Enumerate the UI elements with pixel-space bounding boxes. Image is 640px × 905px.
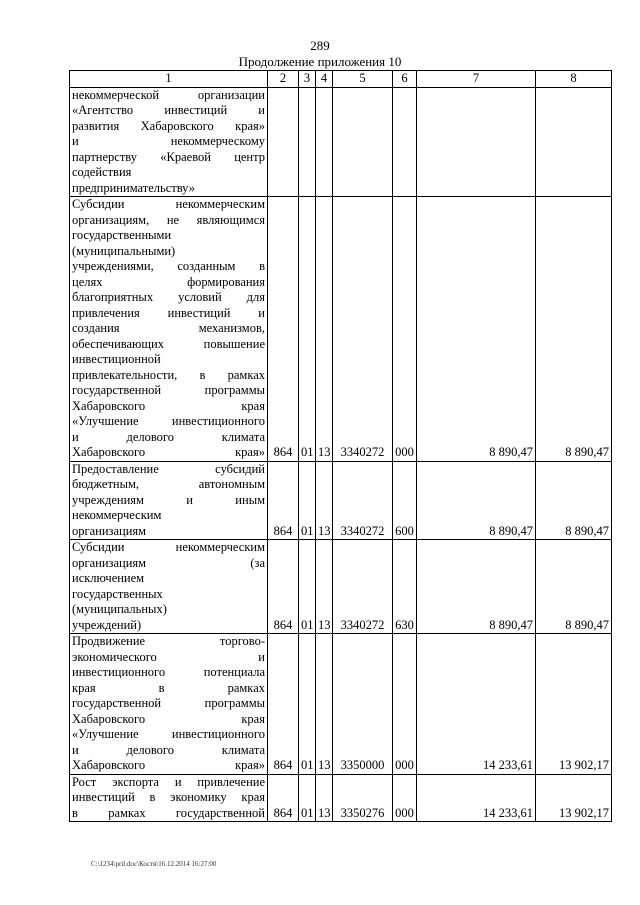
target-article-cell: 3340272 xyxy=(333,540,393,634)
amount-col7-cell: 14 233,61 xyxy=(417,634,536,775)
header-row xyxy=(70,71,612,88)
target-article-cell: 3340272 xyxy=(333,197,393,462)
table-row xyxy=(70,634,612,775)
continuation-title: Продолжение приложения 10 xyxy=(238,54,402,69)
row-name-line: обеспечивающих повышение xyxy=(72,336,265,351)
row-name-line: Хабаровского края xyxy=(72,711,265,726)
row-name-line: учреждениям и иным xyxy=(72,492,265,507)
expense-type-cell: 000 xyxy=(393,634,417,775)
row-name-line: инвестиционного потенциала xyxy=(72,665,265,679)
row-name-line: (муниципальных) xyxy=(72,602,167,616)
row-name-line: экономического и xyxy=(72,649,265,664)
row-name-line: и некоммерческому xyxy=(72,134,265,148)
table-row xyxy=(70,774,612,822)
column-header: 6 xyxy=(393,71,417,88)
table-row xyxy=(70,540,612,634)
row-name-line: Продвижение торгово- xyxy=(72,634,265,648)
column-header: 8 xyxy=(536,71,612,88)
row-name-line: Субсидии некоммерческим xyxy=(72,197,265,211)
row-name-cell xyxy=(70,634,268,775)
row-name-cell xyxy=(70,197,268,462)
table-row xyxy=(70,461,612,540)
table-row xyxy=(70,197,612,462)
ministry-code-cell xyxy=(268,87,299,197)
page-number: 289 xyxy=(310,38,330,53)
table-row xyxy=(70,87,612,197)
expense-type-cell: 600 xyxy=(393,461,417,540)
row-name-line: некоммерческим xyxy=(72,508,162,522)
row-name-line: инвестиций в экономику края xyxy=(72,790,265,804)
row-name-cell xyxy=(70,540,268,634)
subsection-code-cell: 13 xyxy=(316,540,333,634)
row-name-line: Рост экспорта и привлечение xyxy=(72,774,265,789)
column-header: 3 xyxy=(299,71,316,88)
target-article-cell: 3340272 xyxy=(333,461,393,540)
row-name-line: исключением xyxy=(72,571,145,585)
ministry-code-cell: 864 xyxy=(268,461,299,540)
row-name-line: Хабаровского края xyxy=(72,398,265,413)
column-header: 1 xyxy=(70,71,268,88)
section-code-cell xyxy=(299,87,316,197)
row-name-cell xyxy=(70,87,268,197)
row-name-line: в рамках государственной xyxy=(72,805,265,820)
target-article-cell: 3350276 xyxy=(333,774,393,822)
file-path-footer: C:\1234\pril.doc\Костя\16.12.2014 16:27:00 xyxy=(91,860,217,868)
row-name-line: предпринимательству» xyxy=(72,180,195,195)
row-name-line: государственной программы xyxy=(72,696,265,710)
subsection-code-cell: 13 xyxy=(316,634,333,775)
row-name-line: развития Хабаровского края» xyxy=(72,118,265,133)
row-name-line: и делового климата xyxy=(72,429,265,444)
section-code-cell: 01 xyxy=(299,197,316,462)
amount-col7-cell xyxy=(417,87,536,197)
row-name-line: и делового климата xyxy=(72,742,265,757)
target-article-cell: 3350000 xyxy=(333,634,393,775)
amount-col8-cell xyxy=(536,87,612,197)
ministry-code-cell: 864 xyxy=(268,197,299,462)
row-name-line: государственной программы xyxy=(72,383,265,397)
table-body xyxy=(70,87,612,822)
row-name-line: государственных xyxy=(72,586,163,601)
subsection-code-cell: 13 xyxy=(316,461,333,540)
amount-col7-cell: 8 890,47 xyxy=(417,540,536,634)
row-name-line: Субсидии некоммерческим xyxy=(72,540,265,554)
row-name-cell xyxy=(70,461,268,540)
row-name-line: «Агентство инвестиций и xyxy=(72,103,265,117)
row-name-line: некоммерческой организации xyxy=(72,87,265,102)
amount-col8-cell: 8 890,47 xyxy=(536,540,612,634)
row-name-line: края в рамках xyxy=(72,680,265,695)
expense-type-cell: 000 xyxy=(393,774,417,822)
row-name-line: благоприятных условий для xyxy=(72,290,265,304)
column-header: 4 xyxy=(316,71,333,88)
row-name-line: привлекательности, в рамках xyxy=(72,367,265,382)
column-header: 5 xyxy=(333,71,393,88)
row-name-line: учреждений) xyxy=(72,617,142,632)
row-name-line: Предоставление субсидий xyxy=(72,461,265,476)
row-name-line: организациям, не являющимся xyxy=(72,212,265,227)
expense-type-cell: 630 xyxy=(393,540,417,634)
amount-col7-cell: 8 890,47 xyxy=(417,461,536,540)
target-article-cell xyxy=(333,87,393,197)
row-name-line: «Улучшение инвестиционного xyxy=(72,727,265,741)
row-name-line: (муниципальными) xyxy=(72,243,176,258)
row-name-line: содействия xyxy=(72,165,132,179)
column-header: 7 xyxy=(417,71,536,88)
row-name-line: Хабаровского края» xyxy=(72,445,265,459)
budget-table xyxy=(69,70,612,822)
row-name-line: государственными xyxy=(72,228,172,242)
expense-type-cell xyxy=(393,87,417,197)
amount-col7-cell: 14 233,61 xyxy=(417,774,536,822)
amount-col8-cell: 13 902,17 xyxy=(536,634,612,775)
row-name-line: бюджетным, автономным xyxy=(72,477,265,491)
row-name-line: партнерству «Краевой центр xyxy=(72,149,265,164)
row-name-line: целях формирования xyxy=(72,274,265,289)
amount-col8-cell: 8 890,47 xyxy=(536,461,612,540)
row-name-line: инвестиционной xyxy=(72,352,161,366)
amount-col7-cell: 8 890,47 xyxy=(417,197,536,462)
section-code-cell: 01 xyxy=(299,634,316,775)
row-name-line: организациям xyxy=(72,523,147,538)
row-name-line: привлечения инвестиций и xyxy=(72,305,265,320)
subsection-code-cell: 13 xyxy=(316,197,333,462)
amount-col8-cell: 13 902,17 xyxy=(536,774,612,822)
ministry-code-cell: 864 xyxy=(268,774,299,822)
column-header: 2 xyxy=(268,71,299,88)
section-code-cell: 01 xyxy=(299,461,316,540)
amount-col8-cell: 8 890,47 xyxy=(536,197,612,462)
row-name-line: «Улучшение инвестиционного xyxy=(72,414,265,428)
subsection-code-cell xyxy=(316,87,333,197)
subsection-code-cell: 13 xyxy=(316,774,333,822)
row-name-line: организациям (за xyxy=(72,555,265,570)
expense-type-cell: 000 xyxy=(393,197,417,462)
row-name-line: учреждениями, созданным в xyxy=(72,259,265,273)
row-name-line: Хабаровского края» xyxy=(72,758,265,772)
section-code-cell: 01 xyxy=(299,774,316,822)
section-code-cell: 01 xyxy=(299,540,316,634)
row-name-cell xyxy=(70,774,268,822)
ministry-code-cell: 864 xyxy=(268,634,299,775)
ministry-code-cell: 864 xyxy=(268,540,299,634)
row-name-line: создания механизмов, xyxy=(72,321,265,335)
